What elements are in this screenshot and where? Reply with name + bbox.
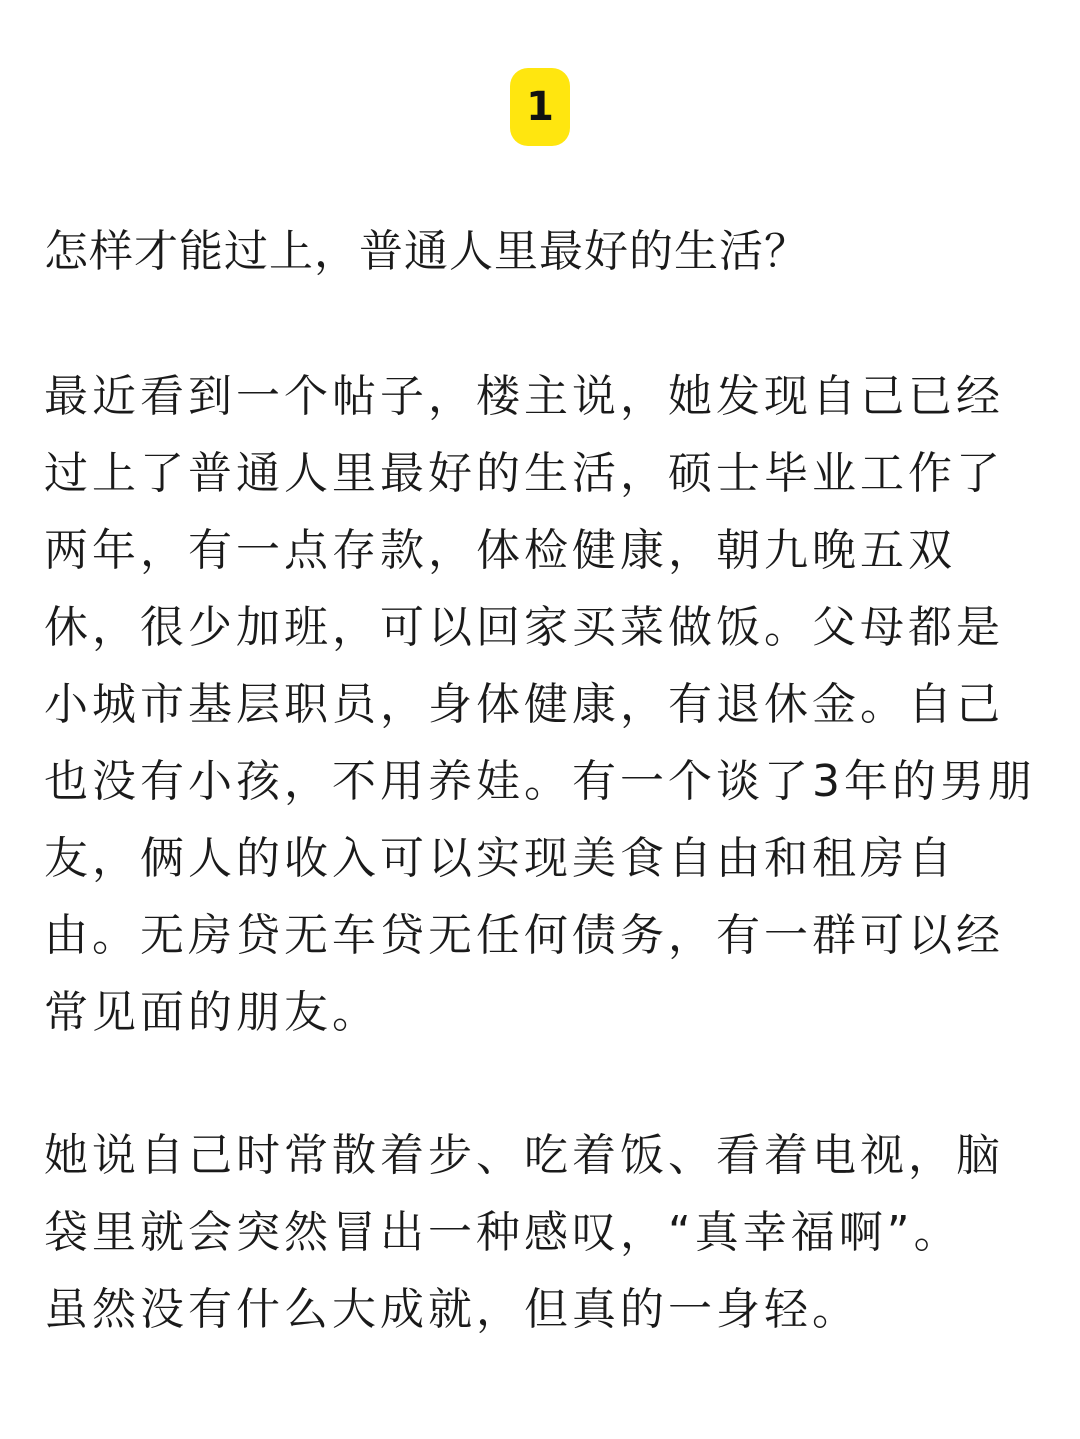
article-content bbox=[44, 212, 1044, 1348]
text-line: 最近看到一个帖子，楼主说，她发现自己已经 bbox=[44, 371, 1004, 422]
text-line: 由。无房贷无车贷无任何债务，有一群可以经 bbox=[44, 910, 1004, 961]
text-line: 袋里就会突然冒出一种感叹，“真幸福啊”。 bbox=[44, 1207, 962, 1258]
text-line: 小城市基层职员，身体健康，有退休金。自己 bbox=[44, 679, 1004, 730]
text-line: 她说自己时常散着步、吃着饭、看着电视，脑 bbox=[44, 1130, 1004, 1181]
text-line: 常见面的朋友。 bbox=[44, 987, 380, 1038]
text-line: 友，俩人的收入可以实现美食自由和租房自 bbox=[44, 833, 956, 884]
page-number-badge bbox=[510, 68, 570, 146]
paragraph-1 bbox=[44, 358, 1044, 1051]
text-line: 过上了普通人里最好的生活，硕士毕业工作了 bbox=[44, 448, 1004, 499]
text-line: 也没有小孩，不用养娃。有一个谈了3年的男朋 bbox=[44, 756, 1036, 807]
text-line: 虽然没有什么大成就，但真的一身轻。 bbox=[44, 1284, 860, 1335]
page-number: 1 bbox=[526, 84, 554, 130]
paragraph-2 bbox=[44, 1117, 1044, 1348]
text-line: 两年，有一点存款，体检健康，朝九晚五双 bbox=[44, 525, 956, 576]
text-line: 休，很少加班，可以回家买菜做饭。父母都是 bbox=[44, 602, 1004, 653]
article-title: 怎样才能过上，普通人里最好的生活？ bbox=[44, 226, 809, 277]
